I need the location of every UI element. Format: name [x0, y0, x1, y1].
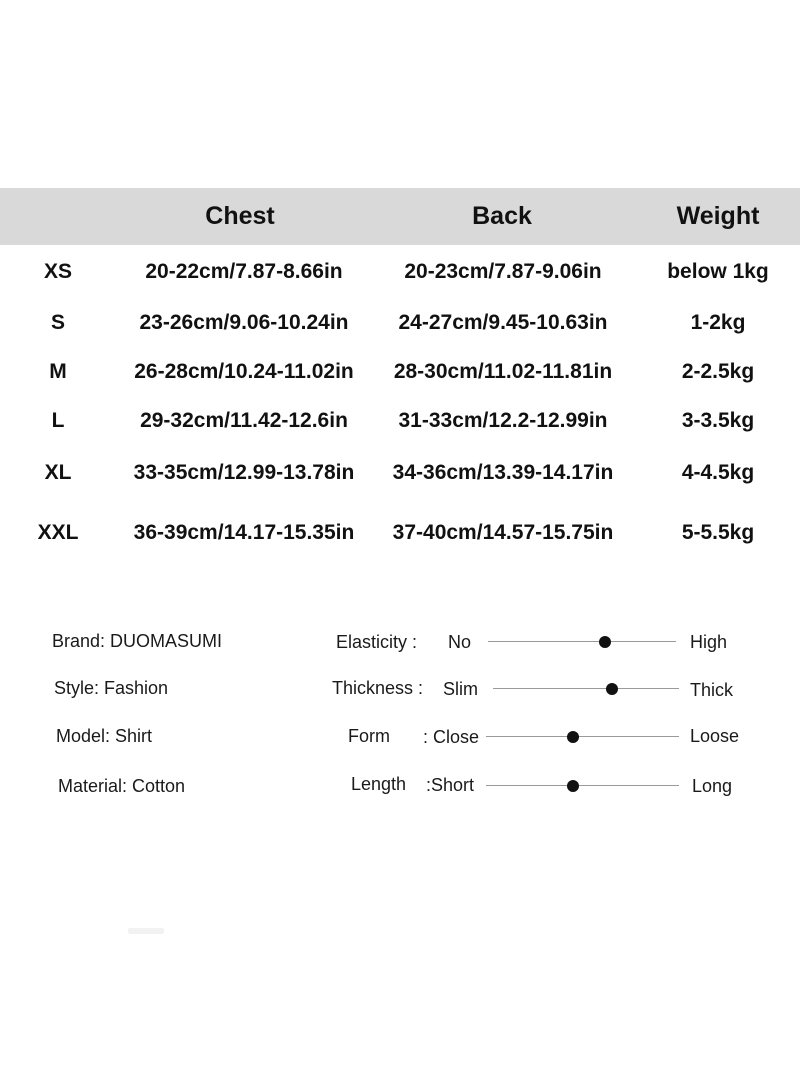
weight-cell: 1-2kg [690, 311, 746, 334]
faint-mark [128, 928, 164, 934]
back-cell: 20-23cm/7.87-9.06in [404, 260, 602, 283]
thickness-marker [606, 683, 618, 695]
chest-cell: 29-32cm/11.42-12.6in [140, 409, 348, 432]
form-high-label: Loose [690, 726, 740, 746]
table-row [0, 406, 800, 436]
chest-cell: 20-22cm/7.87-8.66in [145, 260, 343, 283]
elasticity-scale [488, 641, 676, 642]
table-row [0, 518, 800, 548]
chest-cell: 33-35cm/12.99-13.78in [133, 461, 355, 484]
back-cell: 28-30cm/11.02-11.81in [393, 360, 613, 383]
style-info: Style: Fashion [54, 678, 169, 698]
size-cell: L [51, 409, 65, 432]
form-label: Form [348, 726, 390, 746]
elasticity-label: Elasticity : [336, 632, 418, 652]
chest-cell: 36-39cm/14.17-15.35in [133, 521, 355, 544]
size-cell: XS [43, 260, 72, 283]
back-cell: 24-27cm/9.45-10.63in [398, 311, 608, 334]
table-row [0, 257, 800, 287]
length-marker [567, 780, 579, 792]
back-cell: 37-40cm/14.57-15.75in [392, 521, 614, 544]
table-row [0, 308, 800, 338]
material-info: Material: Cotton [58, 776, 186, 796]
thickness-label: Thickness : [332, 678, 424, 698]
form-scale [486, 736, 679, 737]
header-chest: Chest [205, 202, 275, 230]
elasticity-high-label: High [690, 632, 728, 652]
size-cell: XL [44, 461, 72, 484]
elasticity-low-label: No [448, 632, 472, 652]
size-cell: XXL [37, 521, 79, 544]
length-high-label: Long [692, 776, 733, 796]
weight-cell: 4-4.5kg [681, 461, 755, 484]
length-low-label: :Short [426, 775, 475, 795]
elasticity-marker [599, 636, 611, 648]
weight-cell: 2-2.5kg [681, 360, 755, 383]
weight-cell: 3-3.5kg [681, 409, 755, 432]
thickness-low-label: Slim [443, 679, 478, 699]
thickness-high-label: Thick [690, 680, 734, 700]
table-row [0, 357, 800, 387]
size-cell: S [50, 311, 65, 334]
back-cell: 31-33cm/12.2-12.99in [398, 409, 608, 432]
weight-cell: below 1kg [667, 260, 769, 283]
header-weight: Weight [676, 202, 760, 230]
chest-cell: 23-26cm/9.06-10.24in [139, 311, 349, 334]
form-low-label: : Close [423, 727, 480, 747]
chest-cell: 26-28cm/10.24-11.02in [134, 360, 354, 383]
form-marker [567, 731, 579, 743]
header-back: Back [472, 202, 532, 230]
thickness-scale [493, 688, 679, 689]
weight-cell: 5-5.5kg [681, 521, 755, 544]
back-cell: 34-36cm/13.39-14.17in [392, 461, 614, 484]
length-label: Length [351, 774, 407, 794]
model-info: Model: Shirt [56, 726, 153, 746]
size-cell: M [49, 360, 67, 383]
length-scale [486, 785, 679, 786]
brand-info: Brand: DUOMASUMI [52, 631, 223, 651]
table-row [0, 458, 800, 488]
